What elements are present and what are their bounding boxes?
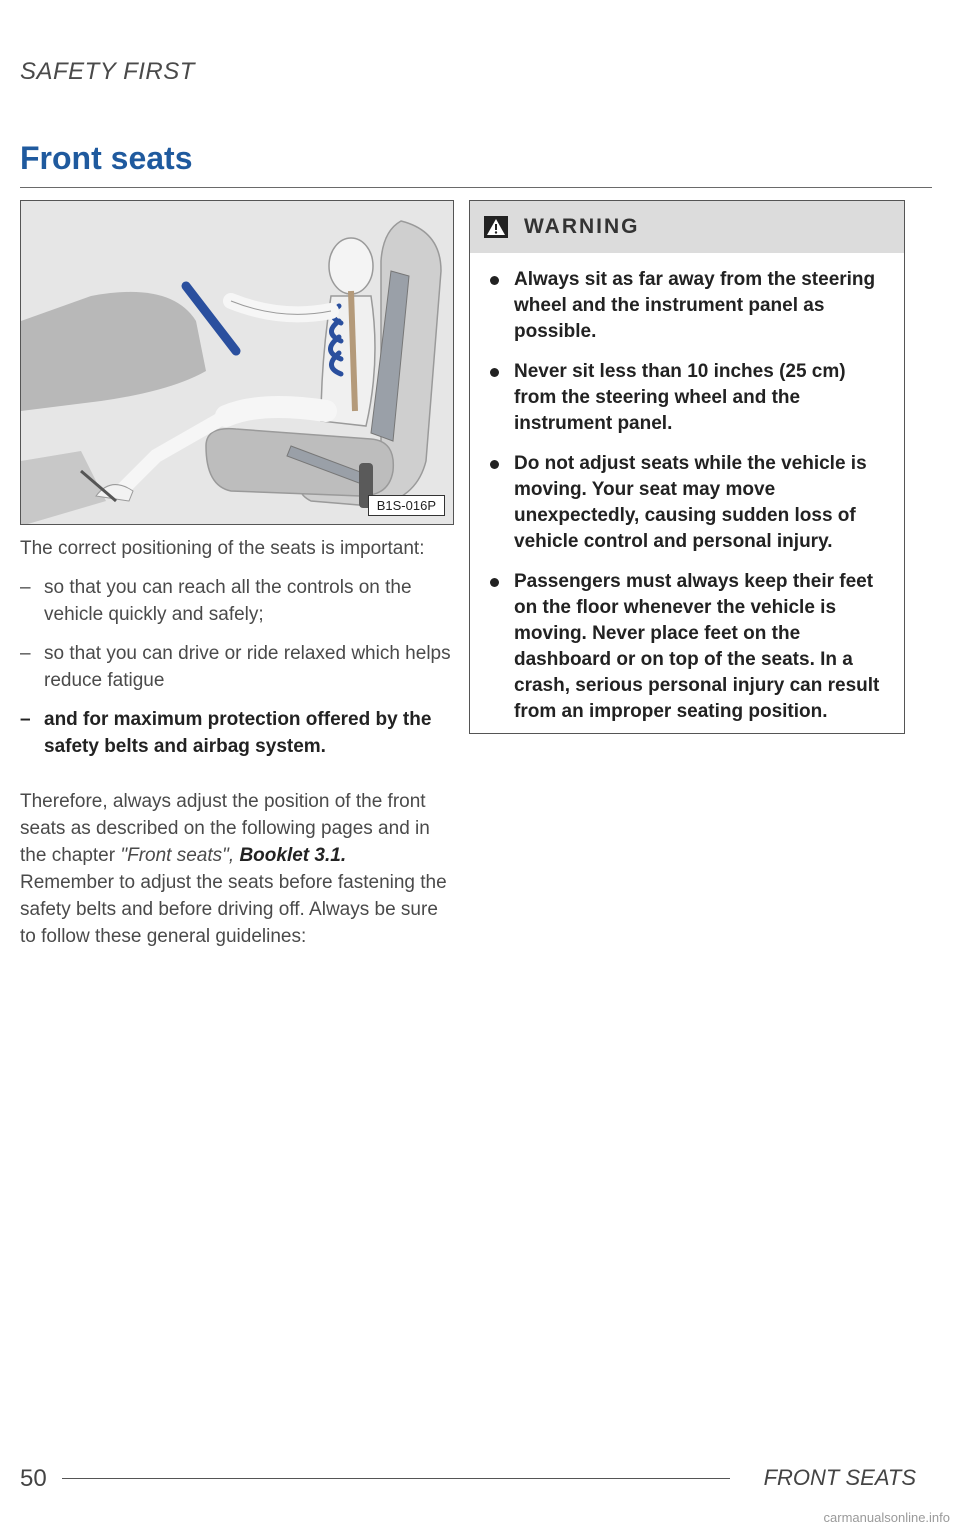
page-title: Front seats bbox=[20, 140, 193, 176]
chapter-reference: "Front seats", bbox=[120, 845, 235, 866]
page-number: 50 bbox=[20, 1465, 47, 1492]
left-column bbox=[20, 535, 458, 950]
warning-item: Do not adjust seats while the vehicle is moving. Your seat may move unexpectedly, causing sudden loss of vehicle control and personal injury. bbox=[488, 451, 890, 555]
title-rule bbox=[20, 187, 932, 188]
list-item: – so that you can reach all the controls on the vehicle quickly and safely; bbox=[20, 574, 458, 628]
seating-illustration bbox=[20, 200, 454, 525]
warning-list bbox=[470, 253, 904, 725]
warning-triangle-icon bbox=[484, 216, 508, 238]
watermark: carmanualsonline.info bbox=[823, 1510, 950, 1525]
warning-item: Never sit less than 10 inches (25 cm) from the steering wheel and the instrument panel. bbox=[488, 359, 890, 437]
warning-item: Always sit as far away from the steering wheel and the instrument panel as possible. bbox=[488, 267, 890, 345]
list-item: – and for maximum protection offered by the safety belts and airbag system. bbox=[20, 706, 458, 760]
footer-rule bbox=[62, 1478, 730, 1479]
adjust-paragraph bbox=[20, 788, 458, 950]
reason-list bbox=[20, 574, 458, 760]
head bbox=[329, 238, 373, 294]
section-label: SAFETY FIRST bbox=[20, 58, 195, 85]
seating-illustration-art bbox=[21, 201, 454, 525]
thigh bbox=[226, 407, 326, 416]
remember-text: Remember to adjust the seats before fastening the safety belts and before driving off. Always be sure to follow these general guidelines: bbox=[20, 872, 447, 947]
figure-code: B1S-016P bbox=[368, 495, 445, 516]
footer-label: FRONT SEATS bbox=[763, 1465, 916, 1490]
warning-item: Passengers must always keep their feet on the floor whenever the vehicle is moving. Never place feet on the dashboard or on top of the seats. In a crash, serious personal injury can result from an improper seating position. bbox=[488, 569, 890, 725]
warning-title: WARNING bbox=[524, 215, 640, 238]
adjust-text: Therefore, always adjust the position of the front seats as described on the following pages and in the chapter bbox=[20, 791, 430, 866]
list-item: – so that you can drive or ride relaxed which helps reduce fatigue bbox=[20, 640, 458, 694]
spine bbox=[351, 291, 355, 411]
warning-box bbox=[469, 200, 905, 734]
booklet-reference: Booklet 3.1. bbox=[239, 845, 347, 866]
intro-text: The correct positioning of the seats is important: bbox=[20, 538, 425, 559]
warning-header bbox=[470, 201, 904, 253]
